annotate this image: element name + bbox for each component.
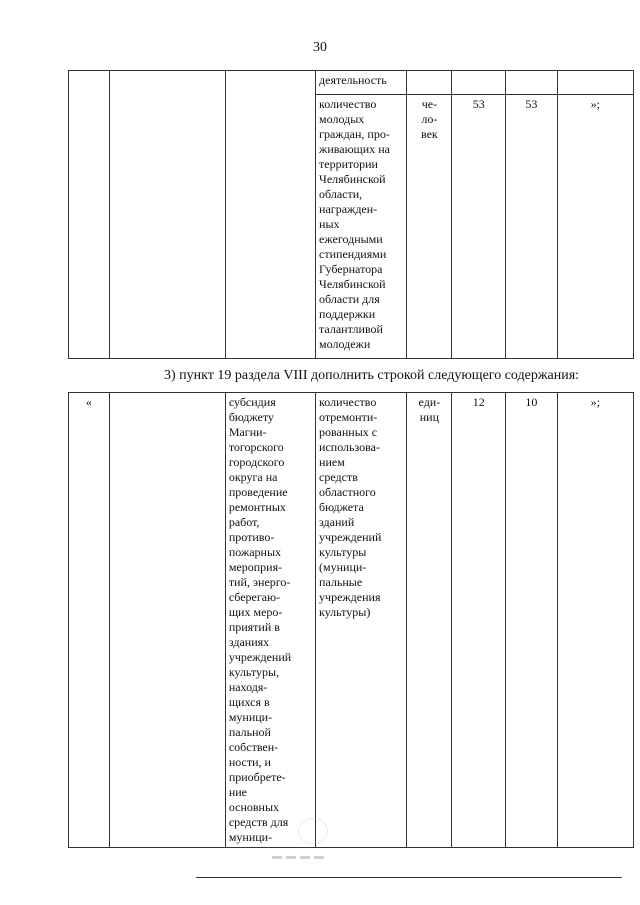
value-cell: 12 [452,393,506,848]
table-cell [557,71,633,95]
table-cell [407,71,452,95]
faded-stamp-text [272,846,362,856]
table-cell [109,71,225,359]
table-cell [69,71,110,359]
table-cell [109,393,225,848]
closing-quote-cell: »; [557,95,633,359]
indicator-cell: количество отремонти- рованных с использова- нием средств областного бюджета зданий учреждений культуры (муници- пальные учреждения культуры) [316,393,407,848]
table-new-row [68,392,634,848]
subsidy-cell: субсидия бюджету Магни- тогорского городского округа на проведение ремонтных работ, противо- пожарных мероприя- тий, энерго- сберегаю- щих меро- приятий в зданиях учреждений культуры, находя- щихся в муници- пальной собствен- ности, и приобрете- ние основных средств для муници- [225,393,315,848]
table-row [69,71,634,95]
value-cell: 53 [452,95,506,359]
opening-quote-cell: « [69,393,110,848]
page-number: 30 [313,40,327,55]
indicator-cell: количество молодых граждан, про- живающих на территории Челябинской области, награжден- ных ежегодными стипендиями Губернатора Челябинской области для поддержки талантливой молодежи [316,95,407,359]
table-cell [452,71,506,95]
value-cell: 53 [506,95,558,359]
table-continued [68,70,634,359]
faded-stamp [298,818,328,844]
unit-cell: еди-ниц [407,393,452,848]
closing-quote-cell: »; [557,393,633,848]
value-cell: 10 [506,393,558,848]
table-cell [506,71,558,95]
unit-cell: че- ло- век [407,95,452,359]
indicator-cell: деятельность [316,71,407,95]
amendment-text: 3) пункт 19 раздела VIII дополнить строкой следующего содержания: [164,368,580,383]
footer-divider [196,877,622,878]
table-cell [225,71,315,359]
table-row [69,393,634,848]
